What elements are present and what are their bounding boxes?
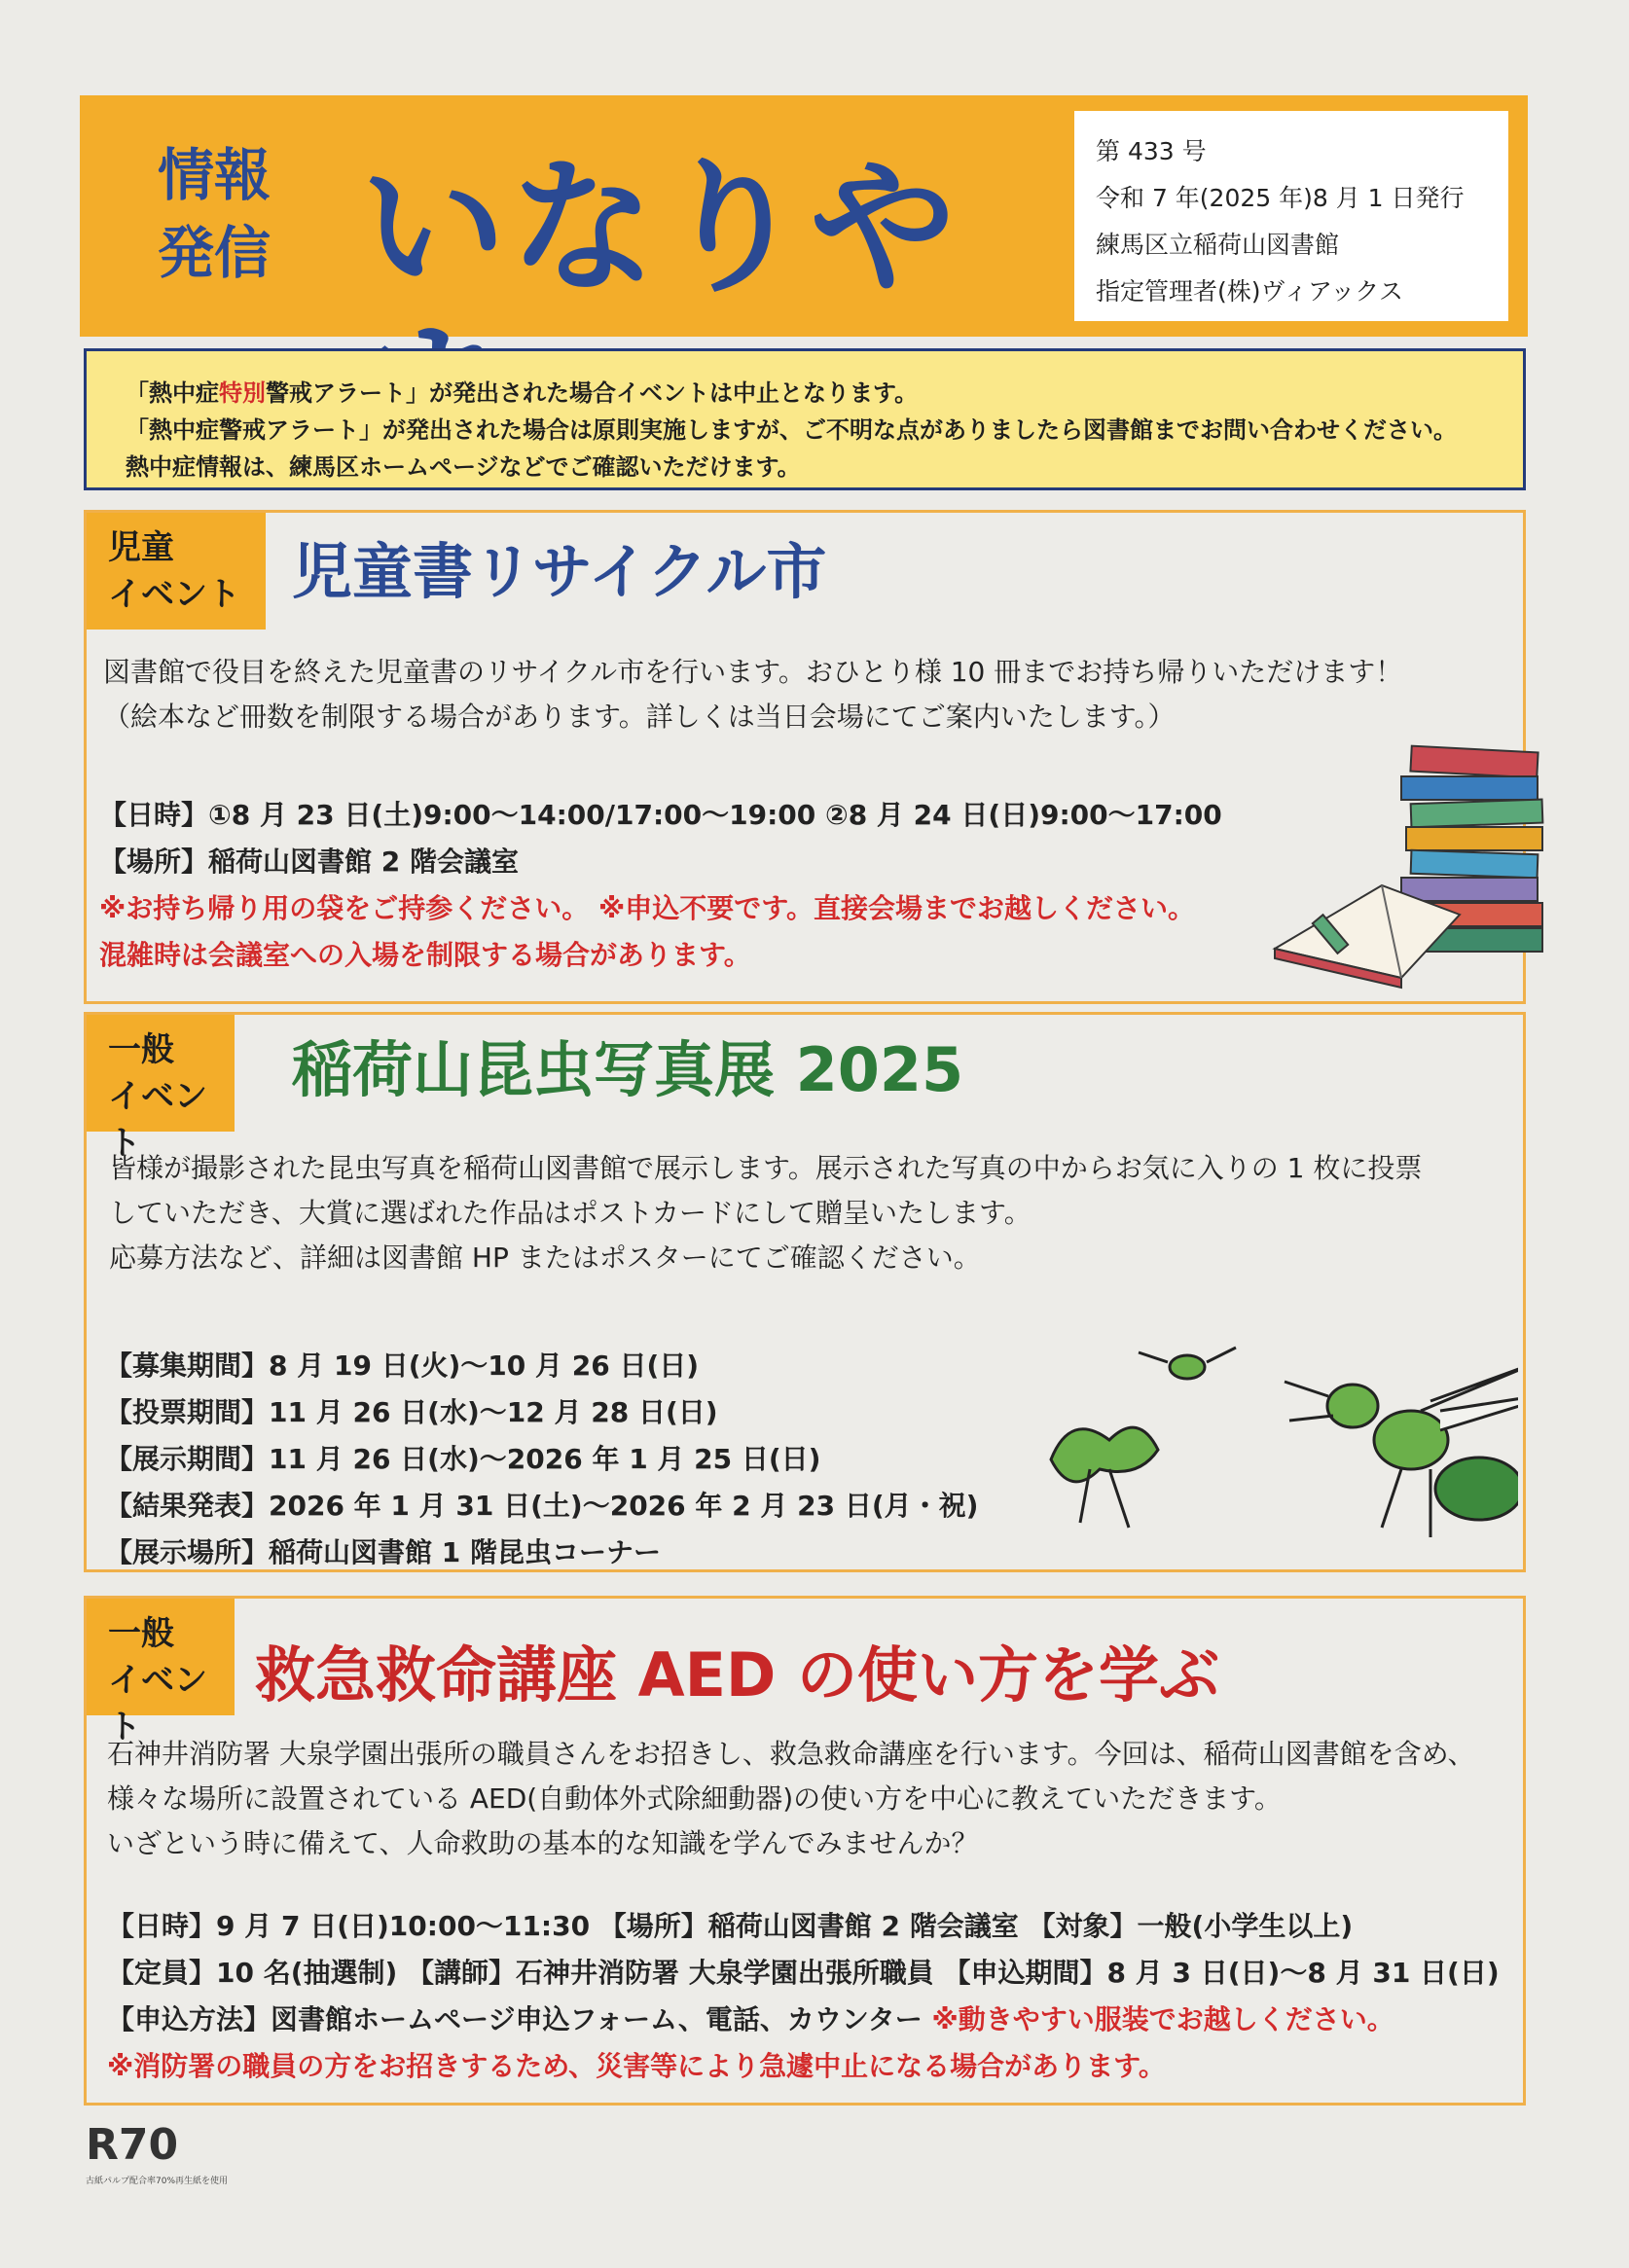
books-illustration	[1265, 739, 1557, 1002]
event-details	[99, 792, 1222, 979]
alert-text: 「熱中症	[126, 379, 219, 407]
recycled-paper-note: 古紙パルプ配合率70%再生紙を使用	[86, 2177, 229, 2186]
event-description	[107, 1732, 1475, 1866]
desc-line: 皆様が撮影された昆虫写真を稲荷山図書館で展示します。展示された写真の中からお気に入りの 1 枚に投票	[109, 1152, 1423, 1184]
application-method: 【申込方法】図書館ホームページ申込フォーム、電話、カウンター	[107, 2003, 932, 2035]
event-period: 【募集期間】8 月 19 日(火)～10 月 26 日(日)	[105, 1350, 700, 1382]
event-capacity: 【定員】10 名(抽選制) 【講師】石神井消防署 大泉学園出張所職員 【申込期間】8 月 3 日(日)～8 月 31 日(日)	[107, 1957, 1500, 1989]
insects-illustration	[993, 1333, 1518, 1566]
alert-highlight: 特別	[219, 379, 266, 407]
event-note: ※動きやすい服装でお越しください。	[931, 2003, 1394, 2035]
desc-line: いざという時に備えて、人命救助の基本的な知識を学んでみませんか？	[107, 1827, 979, 1859]
alert-text: 警戒アラート」が発出された場合イベントは中止となります。	[266, 379, 919, 407]
event-note: 混雑時は会議室への入場を制限する場合があります。	[99, 939, 751, 971]
heatstroke-alert	[84, 348, 1526, 490]
tag-line: 一般	[108, 1030, 174, 1069]
tag-line: イベント	[108, 575, 240, 614]
recycled-paper-logo: R70	[86, 2120, 179, 2170]
event-date: 【日時】①8 月 23 日(土)9:00～14:00/17:00～19:00 ②8 月 24 日(日)9:00～17:00	[99, 799, 1222, 831]
event-description	[109, 1146, 1422, 1280]
desc-line: 石神井消防署 大泉学園出張所の職員さんをお招きし、救急救命講座を行います。今回は、稲荷山図書館を含め、	[107, 1738, 1475, 1770]
event-details	[105, 1343, 978, 1576]
masthead-label	[146, 136, 282, 292]
event-description	[103, 650, 1402, 739]
event-tag	[87, 1599, 235, 1746]
event-place: 【展示場所】稲荷山図書館 1 階昆虫コーナー	[105, 1536, 661, 1568]
event-title: 児童書リサイクル市	[292, 536, 827, 607]
event-period: 【投票期間】11 月 26 日(水)～12 月 28 日(日)	[105, 1396, 718, 1428]
alert-line-1	[126, 375, 1484, 412]
alert-line-2: 「熱中症警戒アラート」が発出された場合は原則実施しますが、ご不明な点がありましたら図書館までお問い合わせください。	[126, 416, 1457, 444]
desc-line: 図書館で役目を終えた児童書のリサイクル市を行います。おひとり様 10 冊までお持ち帰りいただけます！	[103, 656, 1403, 688]
tag-line: イベント	[108, 1077, 207, 1163]
event-title: 稲荷山昆虫写真展 2025	[292, 1034, 964, 1105]
library-name: 練馬区立稲荷山図書館	[1096, 231, 1340, 259]
event-application	[107, 1997, 1500, 2043]
alert-line-3: 熱中症情報は、練馬区ホームページなどでご確認いただけます。	[126, 453, 801, 481]
desc-line: 様々な場所に設置されている AED(自動体外式除細動器)の使い方を中心に教えていただきます。	[107, 1782, 1282, 1815]
event-tag	[87, 513, 266, 630]
event-note: ※お持ち帰り用の袋をご持参ください。 ※申込不要です。直接会場までお越しください。	[99, 892, 1195, 924]
event-tag	[87, 1015, 235, 1163]
label-line-2: 発信	[157, 220, 271, 286]
tag-line: イベント	[108, 1661, 207, 1746]
event-period: 【結果発表】2026 年 1 月 31 日(土)～2026 年 2 月 23 日(月・祝)	[105, 1490, 979, 1522]
issue-number: 第 433 号	[1096, 137, 1207, 165]
event-title: 救急救命講座 AED の使い方を学ぶ	[255, 1639, 1219, 1710]
issue-date: 令和 7 年(2025 年)8 月 1 日発行	[1096, 184, 1465, 212]
desc-line: していただき、大賞に選ばれた作品はポストカードにして贈呈いたします。	[109, 1197, 1032, 1229]
event-place: 【場所】稲荷山図書館 2 階会議室	[99, 846, 519, 878]
issue-info-box	[1074, 111, 1508, 321]
newsletter-title: いなりや	[360, 144, 960, 313]
event-details	[107, 1903, 1500, 2090]
event-note: ※消防署の職員の方をお招きするため、災害等により急遽中止になる場合があります。	[107, 2050, 1166, 2082]
event-schedule: 【日時】9 月 7 日(日)10:00～11:30 【場所】稲荷山図書館 2 階会議室 【対象】一般(小学生以上)	[107, 1910, 1354, 1942]
label-line-1: 情報	[157, 142, 271, 208]
manager-name: 指定管理者(株)ヴィアックス	[1096, 277, 1404, 306]
tag-line: 一般	[108, 1614, 174, 1653]
desc-line: （絵本など冊数を制限する場合があります。詳しくは当日会場にてご案内いたします。）	[103, 701, 1176, 733]
desc-line: 応募方法など、詳細は図書館 HP またはポスターにてご確認ください。	[109, 1242, 981, 1274]
event-period: 【展示期間】11 月 26 日(水)～2026 年 1 月 25 日(日)	[105, 1443, 821, 1475]
tag-line: 児童	[108, 528, 174, 567]
